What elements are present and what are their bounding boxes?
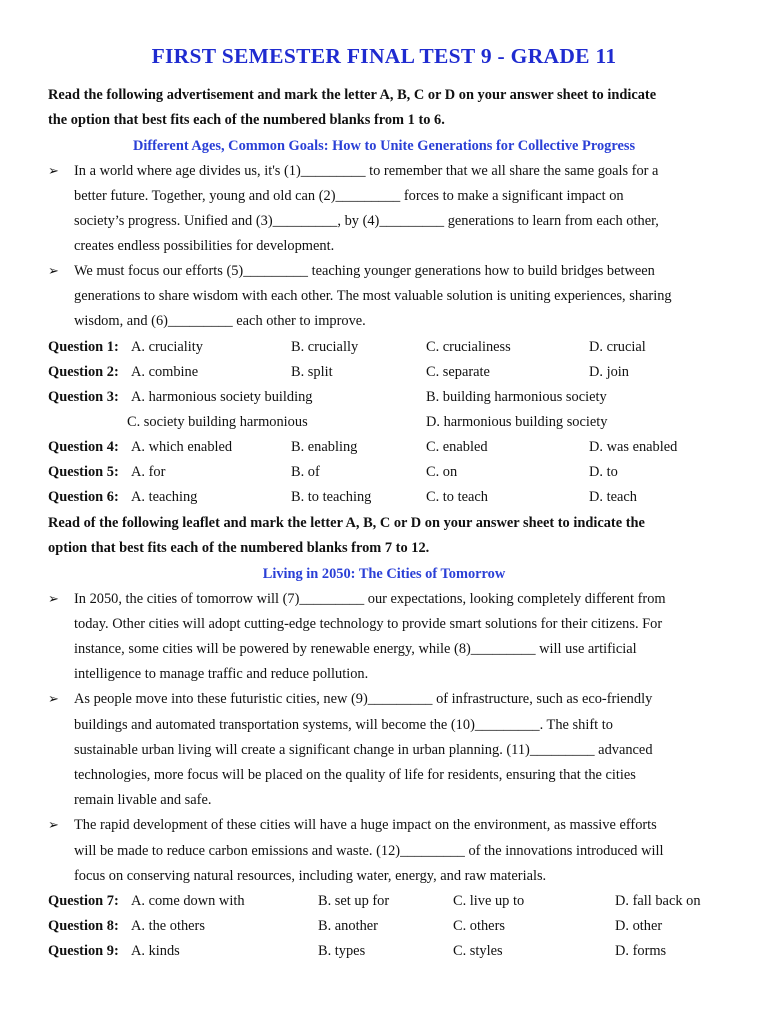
option-a: A. come down with <box>131 893 245 909</box>
arrowhead-bullet-icon: ➢ <box>48 263 59 278</box>
passage-title: Different Ages, Common Goals: How to Unite Generations for Collective Progress <box>132 138 636 154</box>
option-c: C. to teach <box>426 489 488 505</box>
option-d: D. was enabled <box>589 439 678 455</box>
option-a: A. which enabled <box>131 439 233 455</box>
option-a: A. for <box>131 464 166 480</box>
passage-line: In a world where age divides us, it's (1)_________ to remember that we all share the same goals for a <box>74 163 659 179</box>
passage-line: buildings and automated transportation systems, will become the (10)_________. The shift to <box>74 717 613 733</box>
arrowhead-bullet-icon: ➢ <box>48 163 59 178</box>
option-d: D. other <box>615 918 663 934</box>
question-label: Question 4: <box>48 439 119 455</box>
question-label: Question 2: <box>48 364 119 380</box>
arrowhead-bullet-icon: ➢ <box>48 691 59 706</box>
instruction-line: Read of the following leaflet and mark the letter A, B, C or D on your answer sheet to indicate the <box>48 515 645 531</box>
passage-line: instance, some cities will be powered by renewable energy, while (8)_________ will use artificial <box>74 641 637 657</box>
question-label: Question 8: <box>48 918 119 934</box>
instruction-line: option that best fits each of the numbered blanks from 7 to 12. <box>48 540 430 556</box>
passage-line: generations to share wisdom with each other. The most valuable solution is uniting experiences, sharing <box>74 288 672 304</box>
passage-line: In 2050, the cities of tomorrow will (7)_________ our expectations, looking completely different from <box>74 591 666 607</box>
instruction-line: Read the following advertisement and mark the letter A, B, C or D on your answer sheet to indicate <box>48 87 657 103</box>
passage-line: remain livable and safe. <box>74 792 212 808</box>
option-c: C. others <box>453 918 505 934</box>
option-b: B. split <box>291 364 333 380</box>
arrowhead-bullet-icon: ➢ <box>48 591 59 606</box>
option-b: B. enabling <box>291 439 358 455</box>
option-b: B. crucially <box>291 339 359 355</box>
option-b: B. another <box>318 918 378 934</box>
option-c: C. live up to <box>453 893 525 909</box>
option-d: D. teach <box>589 489 637 505</box>
option-a: A. combine <box>131 364 199 380</box>
option-b: B. to teaching <box>291 489 372 505</box>
option-b: B. types <box>318 943 366 959</box>
passage-line: The rapid development of these cities will have a huge impact on the environment, as massive efforts <box>74 817 657 833</box>
option-c: C. enabled <box>426 439 488 455</box>
option-a: A. harmonious society building <box>131 389 313 405</box>
question-label: Question 6: <box>48 489 119 505</box>
instruction-line: the option that best fits each of the numbered blanks from 1 to 6. <box>48 112 445 128</box>
question-label: Question 9: <box>48 943 119 959</box>
option-d: D. crucial <box>589 339 646 355</box>
question-label: Question 5: <box>48 464 119 480</box>
option-a: A. the others <box>131 918 205 934</box>
passage-line: wisdom, and (6)_________ each other to improve. <box>74 313 366 329</box>
passage-line: will be made to reduce carbon emissions and waste. (12)_________ of the innovations introduced will <box>74 843 664 859</box>
option-c: C. crucialiness <box>426 339 511 355</box>
option-b: B. set up for <box>318 893 390 909</box>
passage-line: society’s progress. Unified and (3)_________, by (4)_________ generations to learn from each other, <box>74 213 659 229</box>
option-c: C. separate <box>426 364 490 380</box>
passage-line: creates endless possibilities for development. <box>74 238 335 254</box>
option-d: D. fall back on <box>615 893 701 909</box>
passage-line: focus on conserving natural resources, including water, energy, and raw materials. <box>74 868 547 884</box>
option-d: D. join <box>589 364 629 380</box>
passage-line: We must focus our efforts (5)_________ teaching younger generations how to build bridges between <box>74 263 655 279</box>
passage-title: Living in 2050: The Cities of Tomorrow <box>262 566 506 582</box>
page-title: FIRST SEMESTER FINAL TEST 9 - GRADE 11 <box>151 44 617 68</box>
option-a: A. cruciality <box>131 339 203 355</box>
option-d: D. to <box>589 464 618 480</box>
option-b: B. of <box>291 464 320 480</box>
passage-line: today. Other cities will adopt cutting-edge technology to provide smart solutions for their citizens. For <box>74 616 663 632</box>
arrowhead-bullet-icon: ➢ <box>48 817 59 832</box>
passage-line: sustainable urban living will create a significant change in urban planning. (11)_________ advanced <box>74 742 653 758</box>
question-label: Question 1: <box>48 339 119 355</box>
option-a: A. teaching <box>131 489 198 505</box>
option-d: D. forms <box>615 943 667 959</box>
question-label: Question 3: <box>48 389 119 405</box>
option-a: A. kinds <box>131 943 180 959</box>
passage-line: As people move into these futuristic cities, new (9)_________ of infrastructure, such as eco-friendly <box>74 691 653 707</box>
passage-line: better future. Together, young and old can (2)_________ forces to make a significant impact on <box>74 188 624 204</box>
passage-line: intelligence to manage traffic and reduce pollution. <box>74 666 369 682</box>
question-label: Question 7: <box>48 893 119 909</box>
option-d: D. harmonious building society <box>426 414 608 430</box>
passage-line: technologies, more focus will be placed on the quality of life for residents, ensuring that the cities <box>74 767 636 783</box>
option-c: C. society building harmonious <box>127 414 308 430</box>
option-c: C. styles <box>453 943 503 959</box>
option-b: B. building harmonious society <box>426 389 607 405</box>
option-c: C. on <box>426 464 458 480</box>
